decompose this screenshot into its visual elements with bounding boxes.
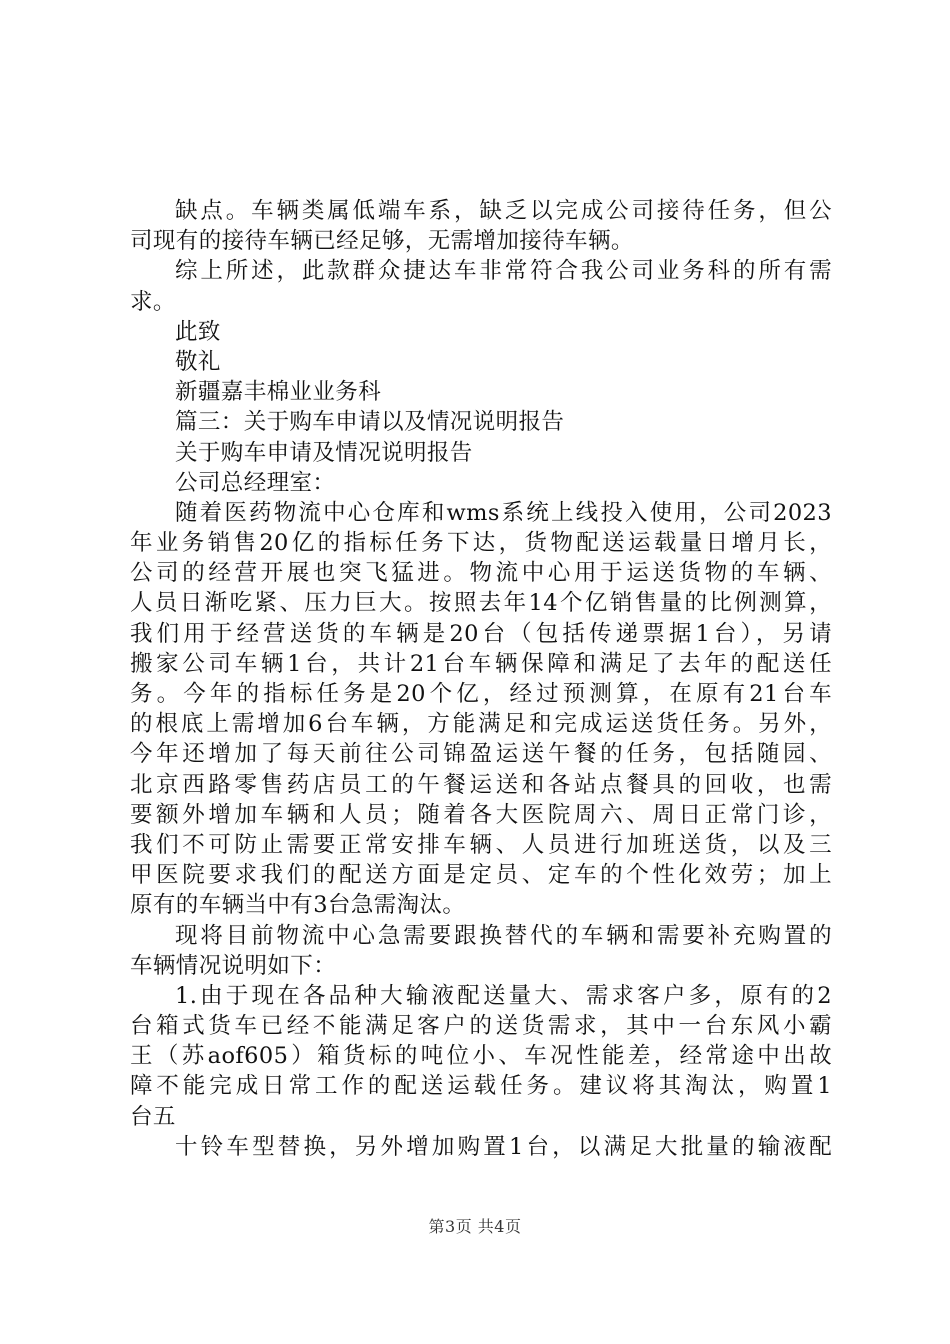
text-line: 人员日渐吃紧、压力巨大。按照去年14个亿销售量的比例测算， xyxy=(130,590,832,617)
text-line: 随着医药物流中心仓库和wms系统上线投入使用，公司2023 xyxy=(175,499,832,526)
text-line: 求。 xyxy=(130,288,176,315)
text-line: 原有的车辆当中有3台急需淘汰。 xyxy=(130,892,466,919)
text-line: 篇三：关于购车申请以及情况说明报告 xyxy=(175,409,565,436)
text-line: 障不能完成日常工作的配送运载任务。建议将其淘汰，购置1 xyxy=(130,1073,832,1100)
text-line: 的根底上需增加6台车辆，方能满足和完成运送货任务。另外， xyxy=(130,711,832,738)
text-line: 要额外增加车辆和人员；随着各大医院周六、周日正常门诊， xyxy=(130,801,832,828)
text-line: 缺点。车辆类属低端车系，缺乏以完成公司接待任务，但公 xyxy=(175,198,832,224)
text-line: 王（苏aof605）箱货标的吨位小、车况性能差，经常途中出故 xyxy=(130,1043,832,1070)
text-line: 我们用于经营送货的车辆是20台（包括传递票据1台），另请 xyxy=(130,620,832,647)
text-line: 司现有的接待车辆已经足够，无需增加接待车辆。 xyxy=(130,228,634,255)
text-line: 台五 xyxy=(130,1103,176,1130)
text-line: 公司总经理室： xyxy=(175,469,336,496)
text-line: 十铃车型替换，另外增加购置1台，以满足大批量的输液配 xyxy=(175,1133,832,1160)
text-line: 此致 xyxy=(175,318,221,345)
text-line: 综上所述，此款群众捷达车非常符合我公司业务科的所有需 xyxy=(175,258,832,285)
text-line: 现将目前物流中心急需要跟换替代的车辆和需要补充购置的 xyxy=(175,922,832,949)
text-line: 北京西路零售药店员工的午餐运送和各站点餐具的回收，也需 xyxy=(130,771,832,798)
page-footer: 第3页 共4页 xyxy=(428,1217,522,1236)
text-line: 新疆嘉丰棉业业务科 xyxy=(175,379,382,406)
text-line: 我们不可防止需要正常安排车辆、人员进行加班送货，以及三 xyxy=(130,831,832,858)
document-body xyxy=(130,196,832,1162)
text-line: 公司的经营开展也突飞猛进。物流中心用于运送货物的车辆、 xyxy=(130,560,832,587)
text-line: 甲医院要求我们的配送方面是定员、定车的个性化效劳；加上 xyxy=(130,862,832,889)
text-line: 搬家公司车辆1台，共计21台车辆保障和满足了去年的配送任 xyxy=(130,650,832,677)
text-line: 务。今年的指标任务是20个亿，经过预测算，在原有21台车 xyxy=(130,681,832,707)
text-line: 关于购车申请及情况说明报告 xyxy=(175,439,473,466)
text-line: 1.由于现在各品种大输液配送量大、需求客户多，原有的2 xyxy=(175,982,832,1009)
text-line: 敬礼 xyxy=(175,348,221,375)
text-line: 台箱式货车已经不能满足客户的送货需求，其中一台东风小霸 xyxy=(130,1013,832,1040)
text-line: 今年还增加了每天前往公司锦盈运送午餐的任务，包括随园、 xyxy=(130,741,832,768)
text-line: 年业务销售20亿的指标任务下达，货物配送运载量日增月长， xyxy=(130,530,832,557)
text-line: 车辆情况说明如下： xyxy=(130,952,337,979)
